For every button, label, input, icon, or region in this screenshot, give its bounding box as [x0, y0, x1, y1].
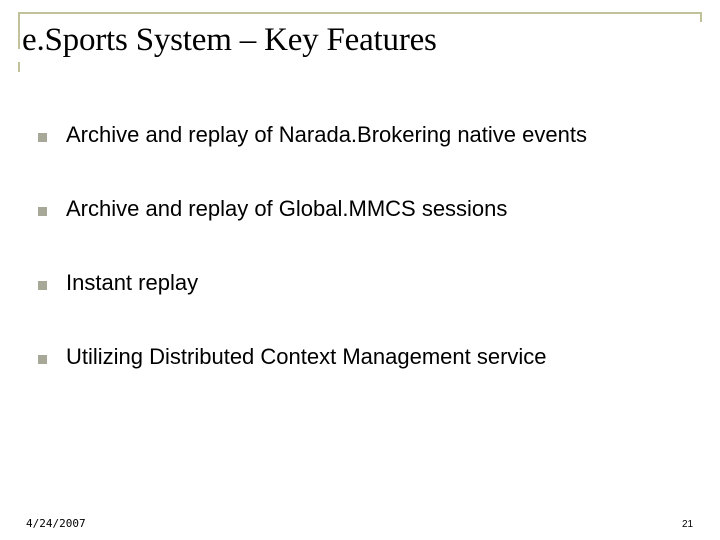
footer-page-number: 21: [682, 519, 694, 530]
slide-title: e.Sports System – Key Features: [22, 22, 437, 58]
square-bullet-icon: [38, 133, 47, 142]
title-frame-right-line: [700, 12, 702, 22]
square-bullet-icon: [38, 207, 47, 216]
bullet-item: [38, 192, 708, 266]
square-bullet-icon: [38, 355, 47, 364]
bullet-text: Archive and replay of Narada.Brokering native events: [66, 122, 587, 147]
bullet-item: [38, 266, 708, 340]
square-bullet-icon: [38, 281, 47, 290]
title-frame-bottom-tick: [18, 62, 20, 72]
bullet-list: [38, 118, 708, 414]
bullet-item: [38, 340, 708, 414]
title-frame-left-line: [18, 12, 20, 49]
bullet-text: Instant replay: [66, 270, 199, 295]
bullet-item: [38, 118, 708, 192]
bullet-text: Utilizing Distributed Context Management service: [66, 344, 547, 369]
title-frame-top-line: [18, 12, 702, 14]
footer-date: 4/24/2007: [26, 517, 86, 530]
bullet-text: Archive and replay of Global.MMCS sessions: [66, 196, 508, 221]
